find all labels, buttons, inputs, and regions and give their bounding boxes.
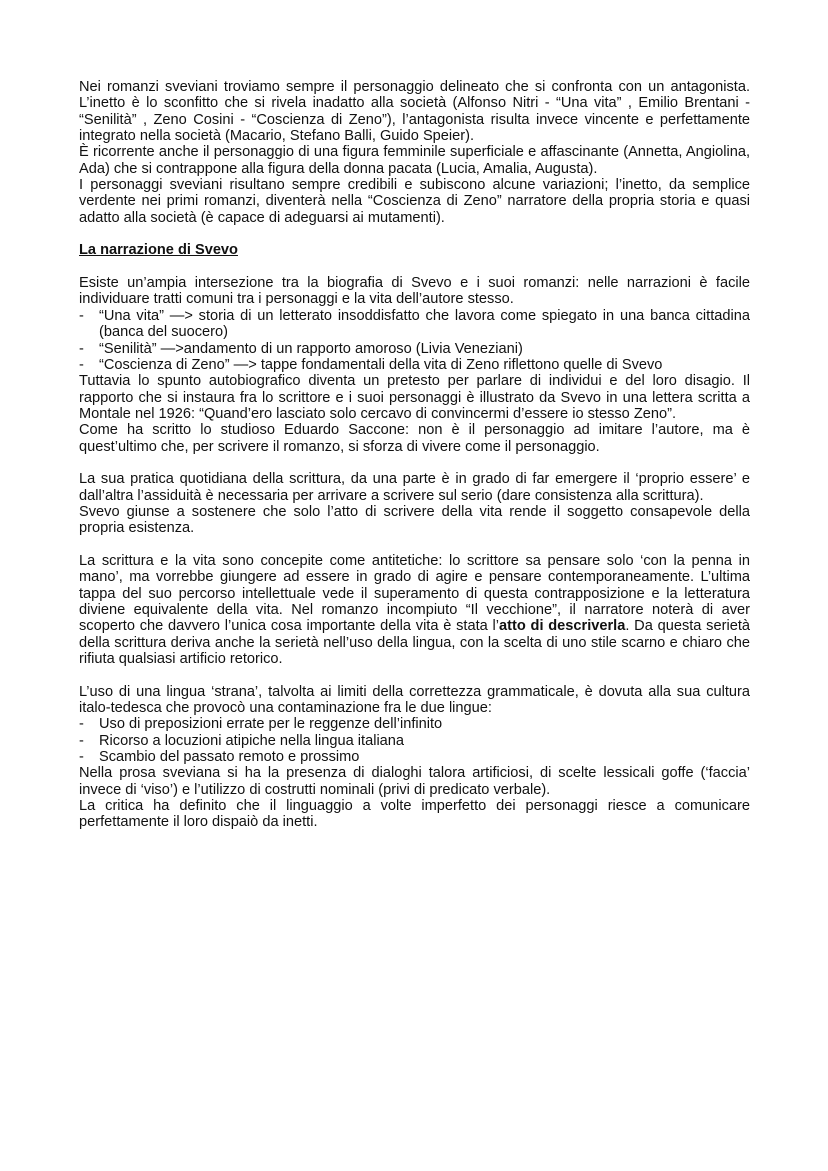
list-item: - Scambio del passato remoto e prossimo [79, 749, 360, 766]
intro-paragraph-1: Nei romanzi sveviani troviamo sempre il personaggio delineato che si confronta con un antagonista. L’inetto è lo sconfitto che si rivela inadatto alla società (Alfonso Nitri - “Una vita” , Emilio Brentani - “Senilità” , Zeno Cosini - “Coscienza di Zeno”), l’antagonista risulta invece vincente e perfettamente integrato nella società (Macario, Stefano Balli, Guido Speier). [79, 79, 750, 145]
section-paragraph-1: Esiste un’ampia intersezione tra la biografia di Svevo e i suoi romanzi: nelle narrazioni è facile individuare tratti comuni tra i personaggi e la vita dell’autore stesso. [79, 275, 750, 308]
section-paragraph-8: Nella prosa sveviana si ha la presenza di dialoghi talora artificiosi, di scelte lessicali goffe (‘faccia’ invece di ‘viso’) e l’utilizzo di costrutti nominali (privi di predicato verbale). [79, 765, 750, 798]
novels-list [79, 308, 750, 373]
list-item: - Uso di preposizioni errate per le reggenze dell’infinito [79, 716, 443, 733]
section-paragraph-5: Svevo giunse a sostenere che solo l’atto di scrivere della vita rende il soggetto consapevole della propria esistenza. [79, 503, 750, 537]
list-item: - “Coscienza di Zeno” —> tappe fondamentali della vita di Zeno riflettono quelle di Svevo [79, 356, 663, 373]
bold-phrase: atto di descriverla [499, 618, 626, 635]
section-paragraph-6: La scrittura e la vita sono concepite come antitetiche: lo scrittore sa pensare solo ‘con la penna in mano’, ma vorrebbe giungere ad essere in grado di agire e pensare contemporaneamente. L’ultima tappa del suo percorso intellettuale vede il superamento di questa contrapposizione e la letteratura diviene equivalente della vita. Nel romanzo incompiuto “Il vecchione”, il narratore noterà di aver scoperto che davvero l’unica cosa importante della vita è stata l’atto di descriverla. Da questa serietà della scrittura deriva anche la serietà nell’uso della lingua, con la scelta di uno stile scarno e chiaro che rifiuta qualsiasi artificio retorico. [79, 552, 750, 668]
language-features-list [79, 716, 750, 765]
list-item: - Ricorso a locuzioni atipiche nella lingua italiana [79, 732, 405, 749]
section-paragraph-4: La sua pratica quotidiana della scrittura, da una parte è in grado di far emergere il ‘proprio essere’ e dall’altra l’assiduità è necessaria per arrivare a scrivere sul serio (dare consistenza alla scrittura). [79, 471, 750, 504]
document-page [79, 79, 750, 831]
list-item: - “Una vita” —> storia di un letterato insoddisfatto che lavora come spiegato in una banca cittadina (banca del suocero) [79, 307, 750, 341]
section-paragraph-9: La critica ha definito che il linguaggio a volte imperfetto dei personaggi riesce a comunicare perfettamente il loro dispaiò da inetti. [79, 798, 750, 831]
intro-paragraph-3: I personaggi sveviani risultano sempre credibili e subiscono alcune variazioni; l’inetto, da semplice verdente nei primi romanzi, diventerà nella “Coscienza di Zeno” narratore della propria storia e quasi adatto alla società (è capace di adeguarsi ai mutamenti). [79, 177, 750, 226]
list-item: - “Senilità” —>andamento di un rapporto amoroso (Livia Veneziani) [79, 340, 523, 357]
intro-paragraph-2: È ricorrente anche il personaggio di una figura femminile superficiale e affascinante (Annetta, Angiolina, Ada) che si contrappone alla figura della donna pacata (Lucia, Amalia, Augusta). [79, 144, 750, 177]
section-paragraph-7: L’uso di una lingua ‘strana’, talvolta ai limiti della correttezza grammaticale, è dovuta alla sua cultura italo-tedesca che provocò una contaminazione fra le due lingue: [79, 683, 750, 717]
section-paragraph-3: Come ha scritto lo studioso Eduardo Saccone: non è il personaggio ad imitare l’autore, ma è quest’ultimo che, per scrivere il romanzo, si sforza di vivere come il personaggio. [79, 422, 750, 455]
section-paragraph-2: Tuttavia lo spunto autobiografico diventa un pretesto per parlare di individui e del loro disagio. Il rapporto che si instaura fra lo scrittore e i suoi personaggi è illustrato da Svevo in una lettera scritta a Montale nel 1926: “Quand’ero lasciato solo cercavo di convincermi d’essere io stesso Zeno”. [79, 373, 750, 422]
section-heading: La narrazione di Svevo [79, 242, 238, 259]
